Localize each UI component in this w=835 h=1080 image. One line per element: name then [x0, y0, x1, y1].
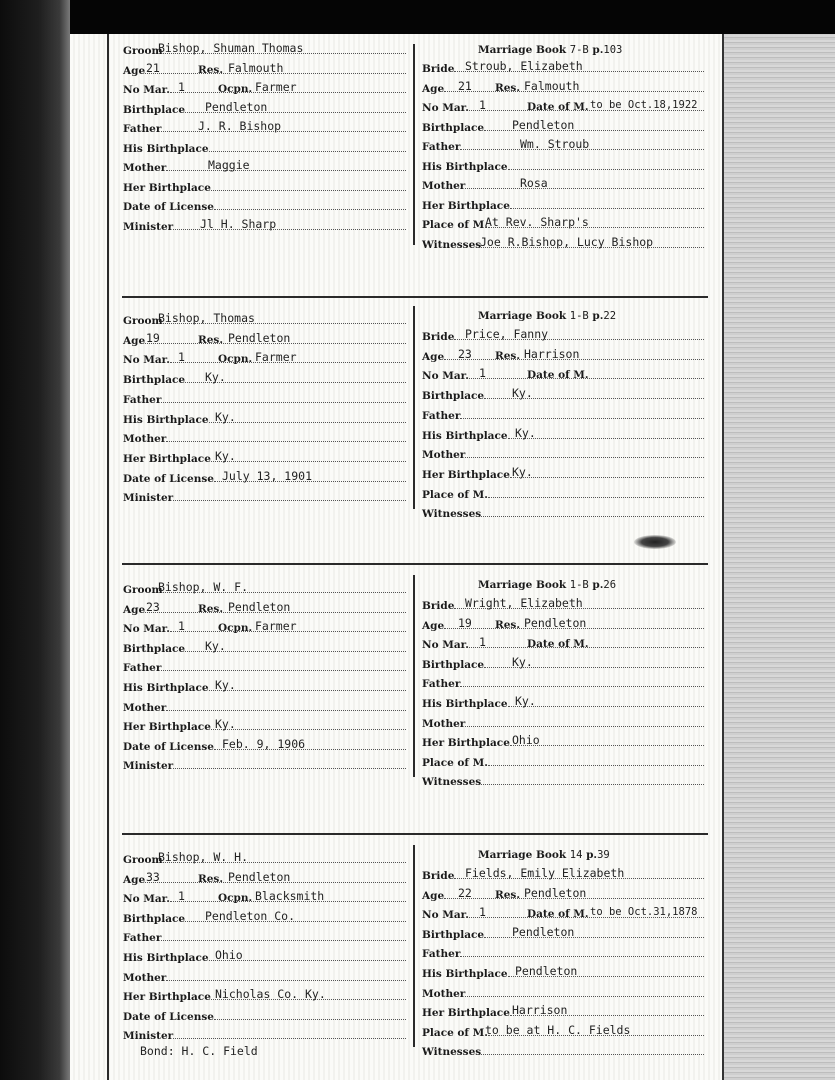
- bride-her-birthplace-label: Her Birthplace: [422, 468, 510, 481]
- dotted-leader: [460, 947, 704, 957]
- groom-mother-label: Mother: [123, 433, 167, 446]
- marriage-book-reference: [478, 310, 616, 323]
- dotted-leader: [488, 488, 704, 498]
- groom-minister-label: Minister: [123, 492, 174, 505]
- bride-witnesses-label: Witnesses: [422, 1046, 482, 1059]
- bride-father-field: [422, 677, 704, 691]
- bride-her-birthplace-value: Ohio: [512, 733, 540, 748]
- groom-ocpn-label: Ocpn.: [218, 353, 253, 366]
- groom-his-birthplace-value: Ky.: [215, 409, 236, 424]
- bride-date-of-m-label: Date of M.: [527, 101, 589, 113]
- groom-date-of-license-label: Date of License: [123, 1010, 214, 1023]
- ink-smudge: [634, 535, 676, 549]
- bride-place-of-m-value: At Rev. Sharp's: [485, 215, 589, 229]
- book-page: 39: [597, 849, 610, 861]
- bride-mother-field: [422, 987, 704, 1001]
- bride-age-value: 21: [458, 78, 472, 93]
- dotted-leader: [173, 1029, 406, 1039]
- groom-mother-field: [123, 158, 406, 175]
- groom-date-of-license-label: Date of License: [123, 201, 214, 213]
- groom-birthplace-value: Ky.: [205, 638, 226, 653]
- groom-no-mar-value: 1: [178, 889, 185, 904]
- groom-groom-label: Groom: [123, 45, 163, 57]
- bride-bride-label: Bride: [422, 63, 455, 75]
- bride-res-label: Res.: [495, 349, 520, 362]
- groom-birthplace-value: Pendleton Co.: [205, 908, 296, 923]
- book-page-prefix: p.: [592, 579, 604, 591]
- bride-mother-value: Rosa: [520, 176, 548, 190]
- bride-witnesses-value: Joe R.Bishop, Lucy Bishop: [480, 234, 654, 249]
- bride-witnesses-field: [422, 507, 704, 521]
- groom-his-birthplace-field: [123, 409, 406, 427]
- bride-mother-label: Mother: [422, 449, 466, 462]
- book-volume: 1-B: [569, 579, 589, 591]
- bride-birthplace-field: [422, 654, 704, 672]
- record-column-divider: [413, 306, 415, 509]
- dotted-leader: [209, 678, 406, 692]
- bride-residence-value: Pendleton: [524, 615, 587, 630]
- bride-her-birthplace-label: Her Birthplace: [422, 737, 510, 750]
- bride-age-label: Age: [422, 350, 445, 363]
- groom-her-birthplace-field: [123, 448, 406, 466]
- groom-her-birthplace-field: [123, 717, 406, 734]
- groom-father-field: [123, 661, 406, 675]
- dotted-leader: [209, 142, 406, 152]
- bride-birthplace-label: Birthplace: [422, 390, 485, 403]
- groom-date-of-license-label: Date of License: [123, 740, 214, 753]
- groom-minister-field: [123, 759, 406, 773]
- groom-date-of-license-label: Date of License: [123, 472, 214, 485]
- groom-groom-label: Groom: [123, 584, 163, 596]
- bride-age-label: Age: [422, 889, 445, 902]
- groom-ocpn-label: Ocpn.: [218, 83, 253, 95]
- groom-her-birthplace-label: Her Birthplace: [123, 181, 211, 194]
- bride-his-birthplace-label: His Birthplace: [422, 968, 508, 980]
- bride-age-value: 22: [458, 885, 472, 900]
- bride-father-field: [422, 409, 704, 423]
- bride-date-of-m-label: Date of M.: [527, 638, 589, 651]
- dotted-leader: [214, 1010, 406, 1020]
- bride-age-value: 19: [458, 615, 472, 630]
- bride-her-birthplace-field: [422, 733, 704, 750]
- groom-age-value: 23: [146, 599, 160, 614]
- scan-top-border: [0, 0, 835, 34]
- groom-his-birthplace-label: His Birthplace: [123, 413, 209, 426]
- groom-his-birthplace-label: His Birthplace: [123, 682, 209, 694]
- bride-age-label: Age: [422, 82, 445, 95]
- groom-res-label: Res.: [198, 602, 223, 615]
- bride-name-value: Stroub, Elizabeth: [465, 59, 583, 73]
- groom-his-birthplace-value: Ky.: [215, 678, 236, 692]
- groom-age-label: Age: [123, 873, 146, 886]
- book-page: 22: [603, 310, 617, 322]
- book-volume: 7-B: [569, 44, 589, 56]
- dotted-leader: [465, 448, 704, 458]
- bride-father-label: Father: [422, 409, 461, 422]
- groom-no-mar-label: No Mar.: [123, 893, 170, 906]
- bride-mother-label: Mother: [422, 717, 466, 730]
- book-label: Marriage Book: [478, 579, 567, 591]
- groom-date-of-license-field: [123, 200, 406, 214]
- groom-name-value: Bishop, Thomas: [158, 311, 255, 325]
- dotted-leader: [173, 759, 406, 769]
- groom-his-birthplace-label: His Birthplace: [123, 142, 209, 155]
- groom-res-label: Res.: [198, 63, 223, 76]
- groom-groom-label: Groom: [123, 854, 163, 866]
- bride-mother-label: Mother: [422, 987, 466, 1000]
- dotted-leader: [211, 717, 406, 732]
- groom-no-mar-value: 1: [178, 619, 185, 634]
- dotted-leader: [508, 160, 704, 170]
- record-column-divider: [413, 575, 415, 777]
- dotted-leader: [508, 694, 704, 708]
- bride-name-value: Price, Fanny: [465, 327, 549, 341]
- dotted-leader: [214, 200, 406, 210]
- groom-her-birthplace-field: [123, 181, 406, 195]
- bride-place-of-m-label: Place of M.: [422, 219, 488, 231]
- groom-her-birthplace-label: Her Birthplace: [123, 991, 211, 1004]
- groom-name-value: Bishop, W. H.: [158, 850, 249, 864]
- dotted-leader: [166, 971, 406, 981]
- bride-his-birthplace-label: His Birthplace: [422, 429, 508, 442]
- bride-father-label: Father: [422, 141, 461, 153]
- groom-birthplace-label: Birthplace: [123, 642, 186, 655]
- bride-birthplace-value: Ky.: [512, 654, 533, 669]
- groom-occupation-value: Farmer: [255, 619, 297, 634]
- bride-residence-value: Harrison: [524, 346, 580, 361]
- groom-birthplace-value: Ky.: [205, 370, 226, 385]
- book-volume: 1-B: [569, 310, 589, 322]
- bride-witnesses-label: Witnesses: [422, 238, 482, 251]
- dotted-leader: [460, 677, 704, 687]
- bride-her-birthplace-field: [422, 464, 704, 482]
- bride-res-label: Res.: [495, 888, 520, 901]
- marriage-book-reference: [478, 849, 610, 862]
- bride-place-of-m-label: Place of M.: [422, 488, 488, 501]
- groom-his-birthplace-value: Ohio: [215, 948, 243, 962]
- bride-his-birthplace-field: [422, 694, 704, 711]
- bride-his-birthplace-field: [422, 425, 704, 443]
- bride-mother-label: Mother: [422, 180, 466, 192]
- groom-ocpn-label: Ocpn.: [218, 622, 253, 635]
- groom-birthplace-label: Birthplace: [123, 374, 186, 387]
- groom-age-value: 33: [146, 869, 160, 884]
- groom-date-of-license-value: Feb. 9, 1906: [222, 736, 306, 751]
- dotted-leader: [209, 409, 406, 424]
- bride-date-of-m-label: Date of M.: [527, 369, 589, 382]
- bride-her-birthplace-value: Harrison: [512, 1003, 568, 1018]
- marriage-book-reference: [478, 44, 622, 57]
- bride-place-of-m-value: to be at H. C. Fields: [485, 1022, 631, 1037]
- book-page-prefix: p.: [586, 849, 598, 861]
- bride-birthplace-label: Birthplace: [422, 928, 485, 941]
- dotted-leader: [166, 158, 406, 172]
- groom-age-value: 19: [146, 330, 160, 345]
- bride-date-of-m-value: to be Oct.18,1922: [590, 99, 698, 111]
- groom-name-value: Bishop, W. F.: [158, 580, 249, 594]
- groom-occupation-value: Farmer: [255, 350, 297, 365]
- dotted-leader: [465, 717, 704, 727]
- bride-no-mar-value: 1: [479, 635, 486, 650]
- groom-mother-field: [123, 971, 406, 985]
- groom-no-mar-value: 1: [178, 80, 185, 94]
- groom-his-birthplace-field: [123, 142, 406, 156]
- bride-place-of-m-label: Place of M.: [422, 1026, 488, 1039]
- book-page-prefix: p.: [592, 310, 604, 322]
- groom-minister-field: [123, 491, 406, 505]
- dotted-leader: [173, 491, 406, 501]
- groom-residence-value: Pendleton: [228, 869, 291, 884]
- bride-birthplace-value: Pendleton: [512, 924, 575, 939]
- groom-his-birthplace-label: His Birthplace: [123, 952, 209, 964]
- groom-birthplace-label: Birthplace: [123, 912, 186, 925]
- groom-date-of-license-value: July 13, 1901: [222, 468, 313, 483]
- dotted-leader: [161, 661, 406, 671]
- book-page: 103: [603, 44, 623, 56]
- bride-mother-field: [422, 176, 704, 193]
- bride-birthplace-value: Pendleton: [512, 117, 575, 132]
- groom-ocpn-label: Ocpn.: [218, 892, 253, 905]
- groom-mother-value: Maggie: [208, 158, 250, 172]
- dotted-leader: [166, 432, 406, 442]
- dotted-leader: [211, 448, 406, 463]
- groom-age-value: 21: [146, 60, 160, 75]
- bride-residence-value: Falmouth: [524, 78, 580, 93]
- groom-res-label: Res.: [198, 333, 223, 346]
- bride-no-mar-label: No Mar.: [422, 370, 469, 383]
- bride-her-birthplace-label: Her Birthplace: [422, 199, 510, 212]
- scan-right-margin: [723, 34, 835, 1080]
- groom-no-mar-label: No Mar.: [123, 84, 170, 96]
- bride-age-label: Age: [422, 619, 445, 632]
- groom-no-mar-label: No Mar.: [123, 354, 170, 367]
- groom-groom-label: Groom: [123, 315, 163, 327]
- bride-his-birthplace-label: His Birthplace: [422, 698, 508, 710]
- marriage-book-reference: [478, 579, 616, 592]
- page-right-edge: [722, 34, 724, 1080]
- groom-age-label: Age: [123, 334, 146, 347]
- dotted-leader: [488, 756, 704, 766]
- groom-mother-label: Mother: [123, 971, 167, 984]
- bride-place-of-m-field: [422, 756, 704, 770]
- record-divider: [122, 296, 708, 298]
- bride-father-label: Father: [422, 678, 461, 691]
- groom-minister-field: [123, 1029, 406, 1043]
- groom-mother-label: Mother: [123, 162, 167, 174]
- groom-minister-label: Minister: [123, 220, 174, 233]
- groom-residence-value: Pendleton: [228, 599, 291, 614]
- groom-bond-note: Bond: H. C. Field: [140, 1044, 258, 1058]
- groom-father-label: Father: [123, 393, 162, 406]
- bride-birthplace-field: [422, 386, 704, 403]
- dotted-leader: [465, 176, 704, 190]
- bride-place-of-m-label: Place of M.: [422, 756, 488, 769]
- bride-date-of-m-label: Date of M.: [527, 908, 589, 921]
- bride-witnesses-label: Witnesses: [422, 776, 482, 789]
- bride-mother-field: [422, 448, 704, 462]
- bride-his-birthplace-value: Ky.: [515, 694, 536, 708]
- dotted-leader: [166, 701, 406, 711]
- groom-father-field: [123, 931, 406, 945]
- bride-place-of-m-field: [422, 488, 704, 502]
- bride-witnesses-field: [422, 1045, 704, 1059]
- bride-no-mar-value: 1: [479, 98, 486, 112]
- groom-res-label: Res.: [198, 872, 223, 885]
- groom-her-birthplace-label: Her Birthplace: [123, 452, 211, 465]
- book-label: Marriage Book: [478, 310, 567, 322]
- groom-father-label: Father: [123, 932, 162, 945]
- dotted-leader: [481, 775, 704, 785]
- bride-her-birthplace-field: [422, 199, 704, 213]
- record-divider: [122, 833, 708, 835]
- groom-father-label: Father: [123, 662, 162, 675]
- groom-mother-field: [123, 432, 406, 446]
- bride-residence-value: Pendleton: [524, 885, 587, 900]
- groom-her-birthplace-value: Ky.: [215, 448, 236, 463]
- dotted-leader: [460, 409, 704, 419]
- groom-minister-label: Minister: [123, 760, 174, 773]
- bride-age-value: 23: [458, 346, 472, 361]
- bride-no-mar-value: 1: [479, 366, 486, 381]
- groom-age-label: Age: [123, 64, 146, 77]
- groom-minister-label: Minister: [123, 1030, 174, 1043]
- bride-no-mar-label: No Mar.: [422, 102, 469, 114]
- groom-name-value: Bishop, Shuman Thomas: [158, 41, 304, 55]
- groom-her-birthplace-value: Nicholas Co. Ky.: [215, 987, 326, 1002]
- record-column-divider: [413, 845, 415, 1047]
- groom-occupation-value: Farmer: [255, 80, 297, 94]
- groom-no-mar-value: 1: [178, 350, 185, 365]
- dotted-leader: [510, 199, 704, 209]
- bride-witnesses-field: [422, 775, 704, 789]
- dotted-leader: [465, 987, 704, 997]
- bride-birthplace-label: Birthplace: [422, 121, 485, 134]
- record-column-divider: [413, 44, 415, 245]
- groom-mother-label: Mother: [123, 701, 167, 714]
- dotted-leader: [481, 507, 704, 517]
- groom-mother-field: [123, 701, 406, 715]
- groom-date-of-license-field: [123, 1010, 406, 1024]
- groom-occupation-value: Blacksmith: [255, 889, 325, 904]
- dotted-leader: [510, 464, 704, 479]
- book-volume: 14: [569, 849, 583, 861]
- groom-father-field: [123, 393, 406, 407]
- groom-residence-value: Pendleton: [228, 330, 291, 345]
- dotted-leader: [161, 393, 406, 403]
- groom-father-label: Father: [123, 123, 162, 135]
- bride-his-birthplace-value: Ky.: [515, 425, 536, 440]
- bride-her-birthplace-label: Her Birthplace: [422, 1007, 510, 1020]
- groom-her-birthplace-value: Ky.: [215, 717, 236, 732]
- book-page: 26: [603, 579, 617, 591]
- record-divider: [122, 563, 708, 565]
- bride-no-mar-label: No Mar.: [422, 639, 469, 652]
- dotted-leader: [508, 425, 704, 440]
- groom-his-birthplace-field: [123, 948, 406, 965]
- bride-mother-field: [422, 717, 704, 731]
- groom-father-value: J. R. Bishop: [198, 119, 282, 133]
- bride-father-value: Wm. Stroub: [520, 137, 590, 151]
- bride-name-value: Fields, Emily Elizabeth: [465, 866, 625, 880]
- bride-birthplace-label: Birthplace: [422, 658, 485, 671]
- bride-bride-label: Bride: [422, 870, 455, 882]
- bride-father-field: [422, 947, 704, 961]
- groom-no-mar-label: No Mar.: [123, 623, 170, 636]
- scan-left-border: [0, 0, 70, 1080]
- book-label: Marriage Book: [478, 849, 567, 861]
- bride-no-mar-value: 1: [479, 905, 486, 920]
- bride-name-value: Wright, Elizabeth: [465, 596, 583, 610]
- groom-birthplace-label: Birthplace: [123, 103, 186, 116]
- bride-her-birthplace-value: Ky.: [512, 464, 533, 479]
- bride-date-of-m-value: to be Oct.31,1878: [590, 906, 698, 919]
- book-page-prefix: p.: [592, 44, 604, 56]
- book-label: Marriage Book: [478, 44, 567, 56]
- dotted-leader: [481, 1045, 704, 1055]
- bride-res-label: Res.: [495, 81, 520, 94]
- groom-birthplace-field: [123, 638, 406, 656]
- groom-birthplace-value: Pendleton: [205, 99, 268, 114]
- bride-birthplace-value: Ky.: [512, 386, 533, 401]
- groom-age-label: Age: [123, 603, 146, 616]
- groom-her-birthplace-label: Her Birthplace: [123, 721, 211, 734]
- bride-his-birthplace-field: [422, 160, 704, 174]
- bride-bride-label: Bride: [422, 331, 455, 343]
- bride-bride-label: Bride: [422, 600, 455, 612]
- groom-residence-value: Falmouth: [228, 60, 284, 75]
- groom-birthplace-field: [123, 370, 406, 387]
- bride-his-birthplace-label: His Birthplace: [422, 160, 508, 173]
- bride-father-label: Father: [422, 948, 461, 961]
- groom-minister-value: Jl H. Sharp: [200, 216, 277, 231]
- dotted-leader: [211, 181, 406, 191]
- dotted-leader: [161, 931, 406, 941]
- bride-witnesses-label: Witnesses: [422, 508, 482, 521]
- bride-res-label: Res.: [495, 618, 520, 631]
- page-left-rule: [107, 34, 109, 1080]
- bride-no-mar-label: No Mar.: [422, 909, 469, 922]
- bride-his-birthplace-value: Pendleton: [515, 964, 578, 978]
- groom-his-birthplace-field: [123, 678, 406, 695]
